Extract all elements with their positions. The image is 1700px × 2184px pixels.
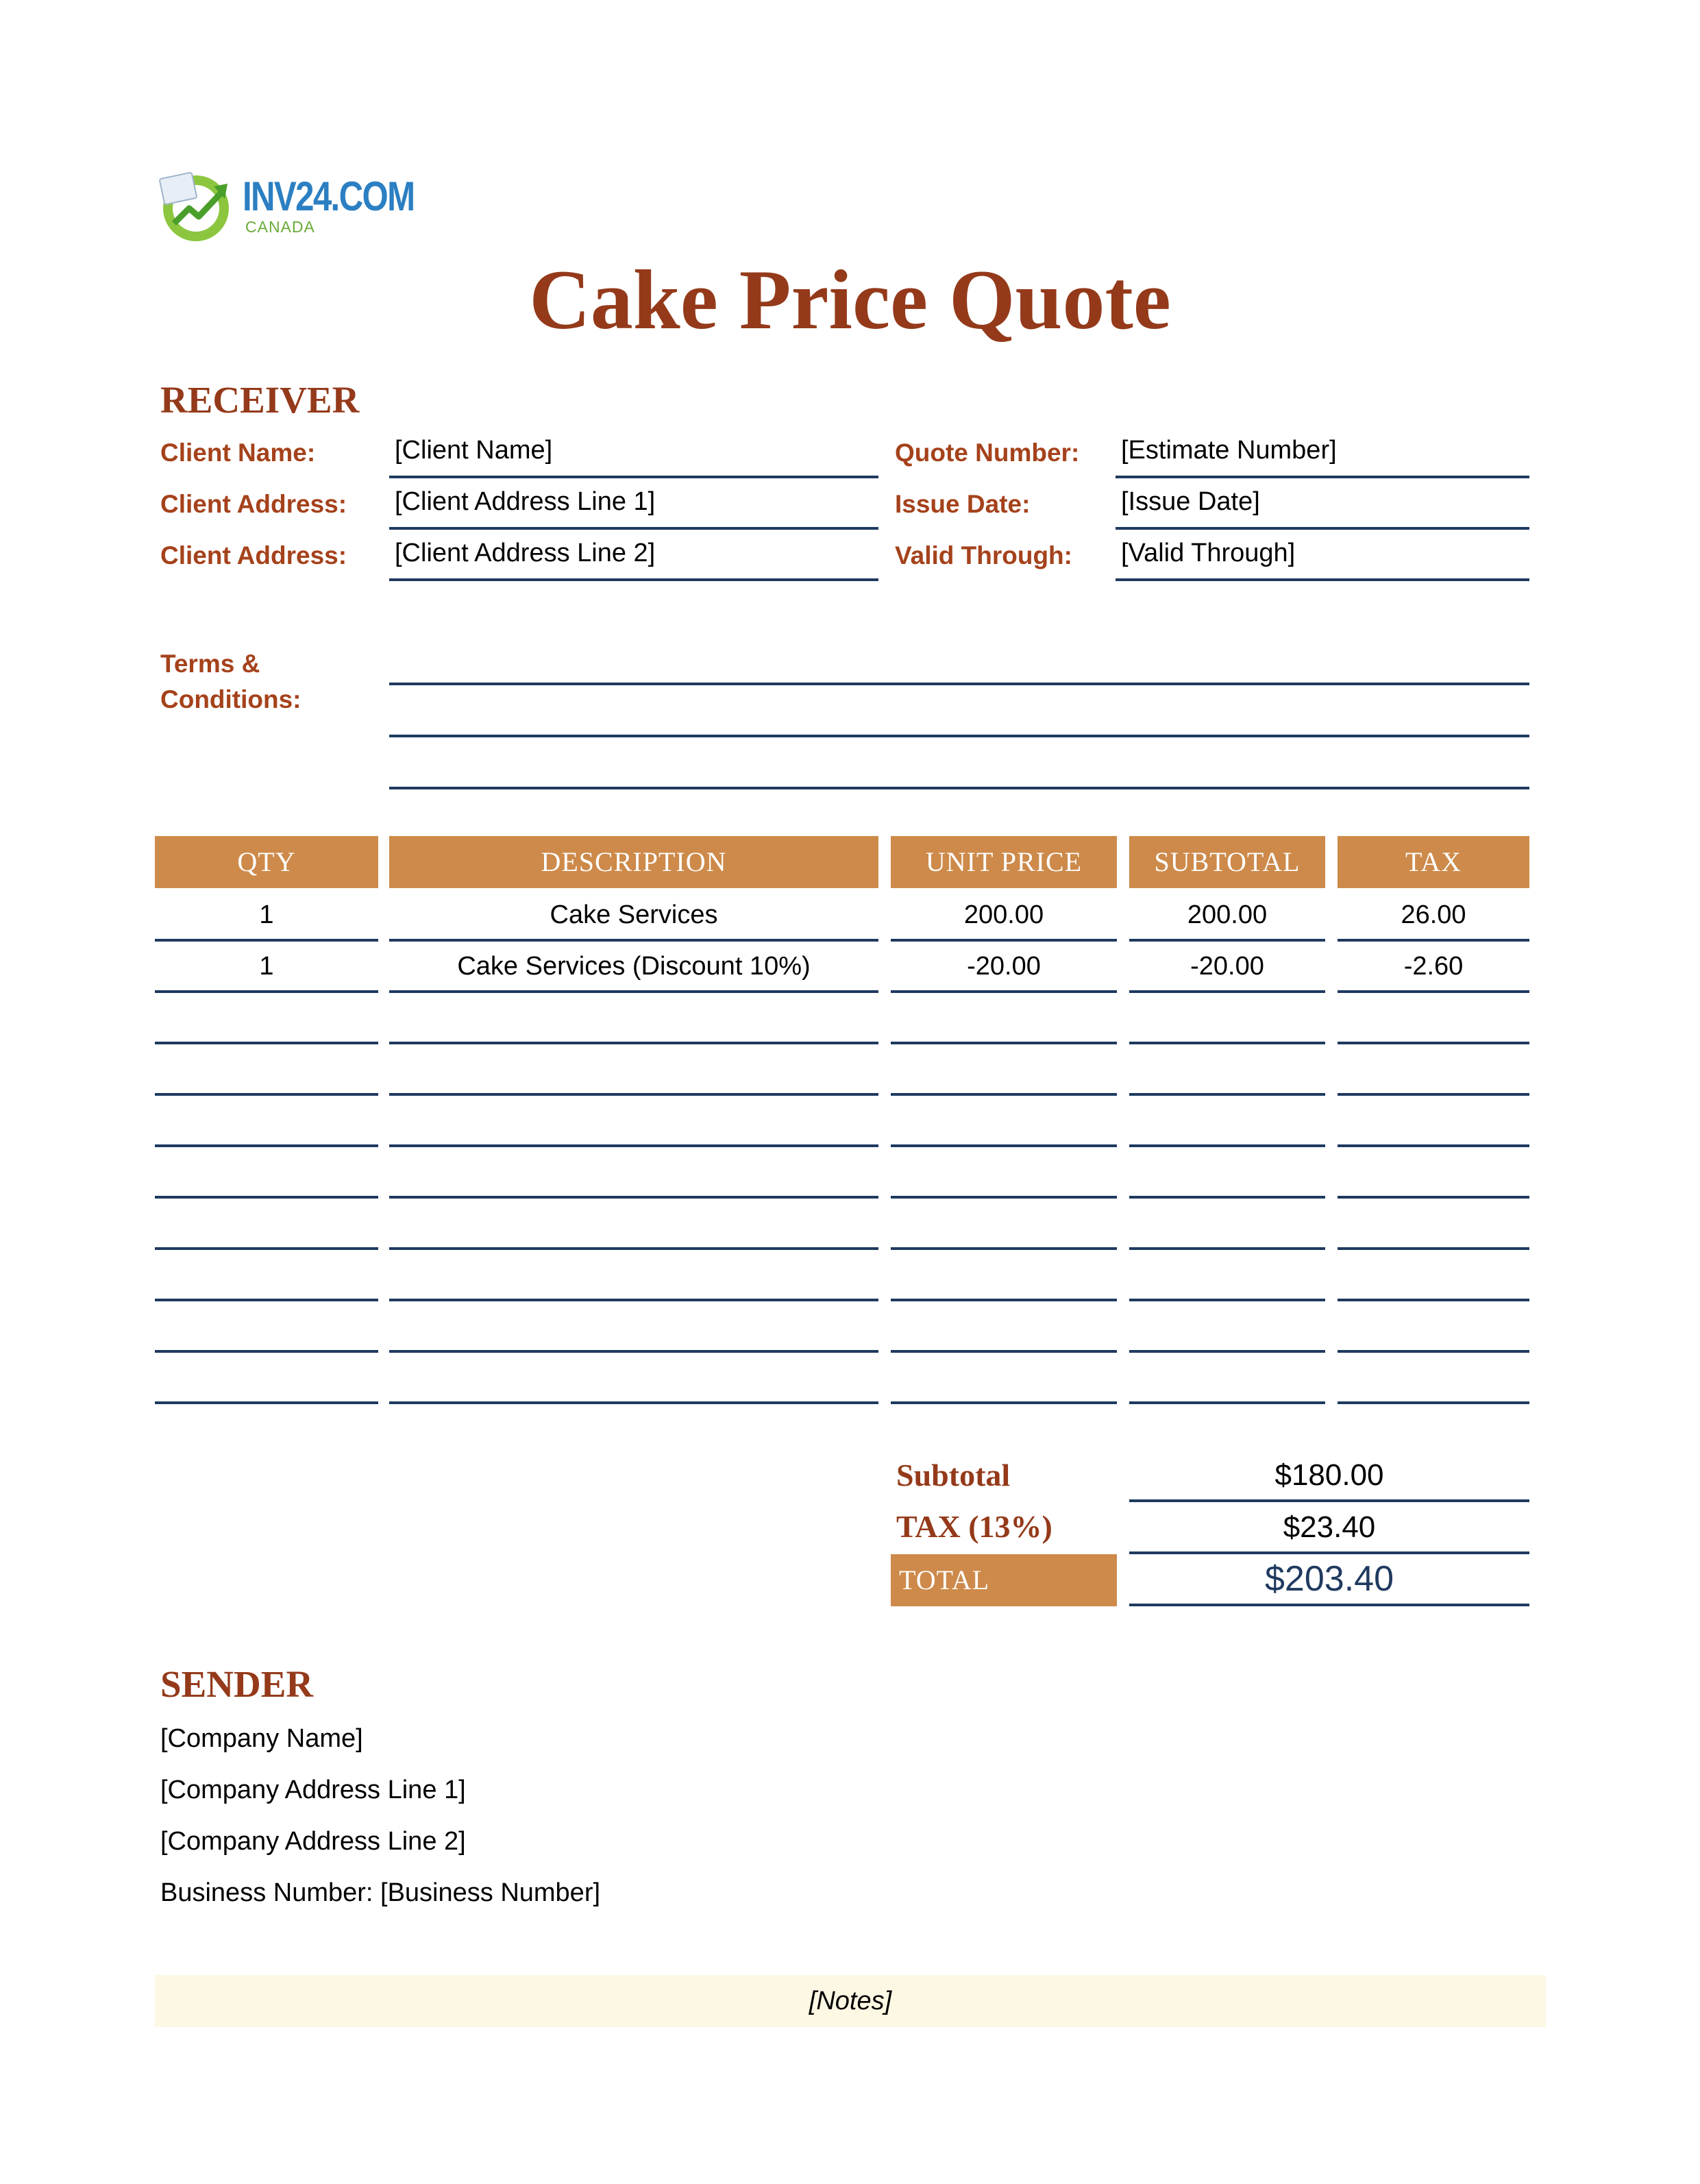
tax-cell[interactable] — [1338, 1251, 1529, 1301]
sender-company-name: [Company Name] — [160, 1724, 363, 1753]
table-row — [0, 1199, 1700, 1250]
client-address-2-label: Client Address: — [160, 541, 347, 569]
quote-number-label: Quote Number: — [895, 439, 1080, 467]
table-row — [0, 1096, 1700, 1147]
description-cell[interactable]: Cake Services (Discount 10%) — [389, 942, 878, 993]
total-value: $203.40 — [1129, 1554, 1529, 1606]
tax-cell[interactable] — [1338, 1096, 1529, 1147]
unit-price-cell[interactable] — [891, 994, 1117, 1044]
subtotal-cell[interactable] — [1129, 1199, 1325, 1250]
unit-price-cell[interactable] — [891, 1045, 1117, 1096]
client-name-label: Client Name: — [160, 439, 316, 467]
description-cell[interactable] — [389, 994, 878, 1044]
unit-price-cell[interactable] — [891, 1251, 1117, 1301]
qty-cell[interactable] — [155, 1045, 378, 1096]
qty-cell[interactable] — [155, 1199, 378, 1250]
qty-cell[interactable]: 1 — [155, 891, 378, 942]
qty-column-header: QTY — [155, 836, 378, 888]
unit-price-column-header: UNIT PRICE — [891, 836, 1117, 888]
tax-cell[interactable] — [1338, 1353, 1529, 1404]
unit-price-cell[interactable] — [891, 1096, 1117, 1147]
notes-text[interactable]: [Notes] — [809, 1987, 892, 2015]
unit-price-cell[interactable] — [891, 1199, 1117, 1250]
issue-date-field[interactable]: [Issue Date] — [1116, 487, 1529, 530]
unit-price-cell[interactable] — [891, 1148, 1117, 1199]
subtotal-cell[interactable] — [1129, 1251, 1325, 1301]
description-cell[interactable] — [389, 1251, 878, 1301]
unit-price-cell[interactable] — [891, 1353, 1117, 1404]
subtotal-value: $180.00 — [1129, 1451, 1529, 1502]
tax-cell[interactable] — [1338, 994, 1529, 1044]
description-cell[interactable] — [389, 1199, 878, 1250]
table-row — [0, 994, 1700, 1044]
subtotal-column-header: SUBTOTAL — [1129, 836, 1325, 888]
quote-number-field[interactable]: [Estimate Number] — [1116, 436, 1529, 478]
qty-cell[interactable] — [155, 1251, 378, 1301]
description-cell[interactable] — [389, 1353, 878, 1404]
qty-cell[interactable] — [155, 1353, 378, 1404]
subtotal-cell[interactable] — [1129, 1302, 1325, 1353]
sender-address-2: [Company Address Line 2] — [160, 1827, 466, 1856]
tax-cell[interactable] — [1338, 1148, 1529, 1199]
valid-through-label: Valid Through: — [895, 541, 1072, 569]
sender-address-1: [Company Address Line 1] — [160, 1776, 466, 1804]
terms-line[interactable] — [389, 694, 1529, 737]
description-column-header: DESCRIPTION — [389, 836, 878, 888]
issue-date-label: Issue Date: — [895, 490, 1031, 518]
logo-icon — [156, 169, 237, 244]
total-label: TOTAL — [891, 1554, 1117, 1606]
qty-cell[interactable]: 1 — [155, 942, 378, 993]
subtotal-cell[interactable]: -20.00 — [1129, 942, 1325, 993]
unit-price-cell[interactable] — [891, 1302, 1117, 1353]
client-address-1-field[interactable]: [Client Address Line 1] — [389, 487, 878, 530]
tax-column-header: TAX — [1338, 836, 1529, 888]
tax-cell[interactable]: 26.00 — [1338, 891, 1529, 942]
logo-country: CANADA — [245, 218, 315, 236]
terms-line[interactable] — [389, 641, 1529, 685]
sender-heading: SENDER — [160, 1663, 314, 1705]
subtotal-cell[interactable] — [1129, 1148, 1325, 1199]
table-row — [0, 1353, 1700, 1404]
receiver-heading: RECEIVER — [160, 379, 360, 421]
table-row — [0, 1251, 1700, 1301]
terms-label-line2: Conditions: — [160, 685, 301, 713]
tax-label: TAX (13%) — [896, 1509, 1052, 1544]
terms-line[interactable] — [389, 746, 1529, 789]
sender-business-number: Business Number: [Business Number] — [160, 1878, 601, 1907]
tax-cell[interactable] — [1338, 1045, 1529, 1096]
description-cell[interactable]: Cake Services — [389, 891, 878, 942]
subtotal-cell[interactable]: 200.00 — [1129, 891, 1325, 942]
qty-cell[interactable] — [155, 994, 378, 1044]
subtotal-cell[interactable] — [1129, 994, 1325, 1044]
tax-value: $23.40 — [1129, 1504, 1529, 1554]
client-address-2-field[interactable]: [Client Address Line 2] — [389, 539, 878, 581]
qty-cell[interactable] — [155, 1148, 378, 1199]
table-row — [0, 1302, 1700, 1353]
subtotal-cell[interactable] — [1129, 1353, 1325, 1404]
subtotal-cell[interactable] — [1129, 1045, 1325, 1096]
logo — [156, 169, 415, 244]
description-cell[interactable] — [389, 1302, 878, 1353]
description-cell[interactable] — [389, 1045, 878, 1096]
page-title: Cake Price Quote — [529, 253, 1171, 347]
tax-cell[interactable]: -2.60 — [1338, 942, 1529, 993]
description-cell[interactable] — [389, 1096, 878, 1147]
description-cell[interactable] — [389, 1148, 878, 1199]
logo-brand: INV24.COM — [243, 173, 415, 219]
terms-label-line1: Terms & — [160, 650, 260, 678]
table-row — [0, 1148, 1700, 1199]
unit-price-cell[interactable]: 200.00 — [891, 891, 1117, 942]
table-body — [0, 891, 1700, 1405]
table-row — [0, 891, 1700, 942]
qty-cell[interactable] — [155, 1302, 378, 1353]
client-address-1-label: Client Address: — [160, 490, 347, 518]
subtotal-cell[interactable] — [1129, 1096, 1325, 1147]
unit-price-cell[interactable]: -20.00 — [891, 942, 1117, 993]
tax-cell[interactable] — [1338, 1199, 1529, 1250]
table-row — [0, 1045, 1700, 1096]
notes-bar — [155, 1975, 1546, 2027]
valid-through-field[interactable]: [Valid Through] — [1116, 539, 1529, 581]
client-name-field[interactable]: [Client Name] — [389, 436, 878, 478]
subtotal-label: Subtotal — [896, 1458, 1011, 1493]
tax-cell[interactable] — [1338, 1302, 1529, 1353]
table-row — [0, 942, 1700, 993]
qty-cell[interactable] — [155, 1096, 378, 1147]
